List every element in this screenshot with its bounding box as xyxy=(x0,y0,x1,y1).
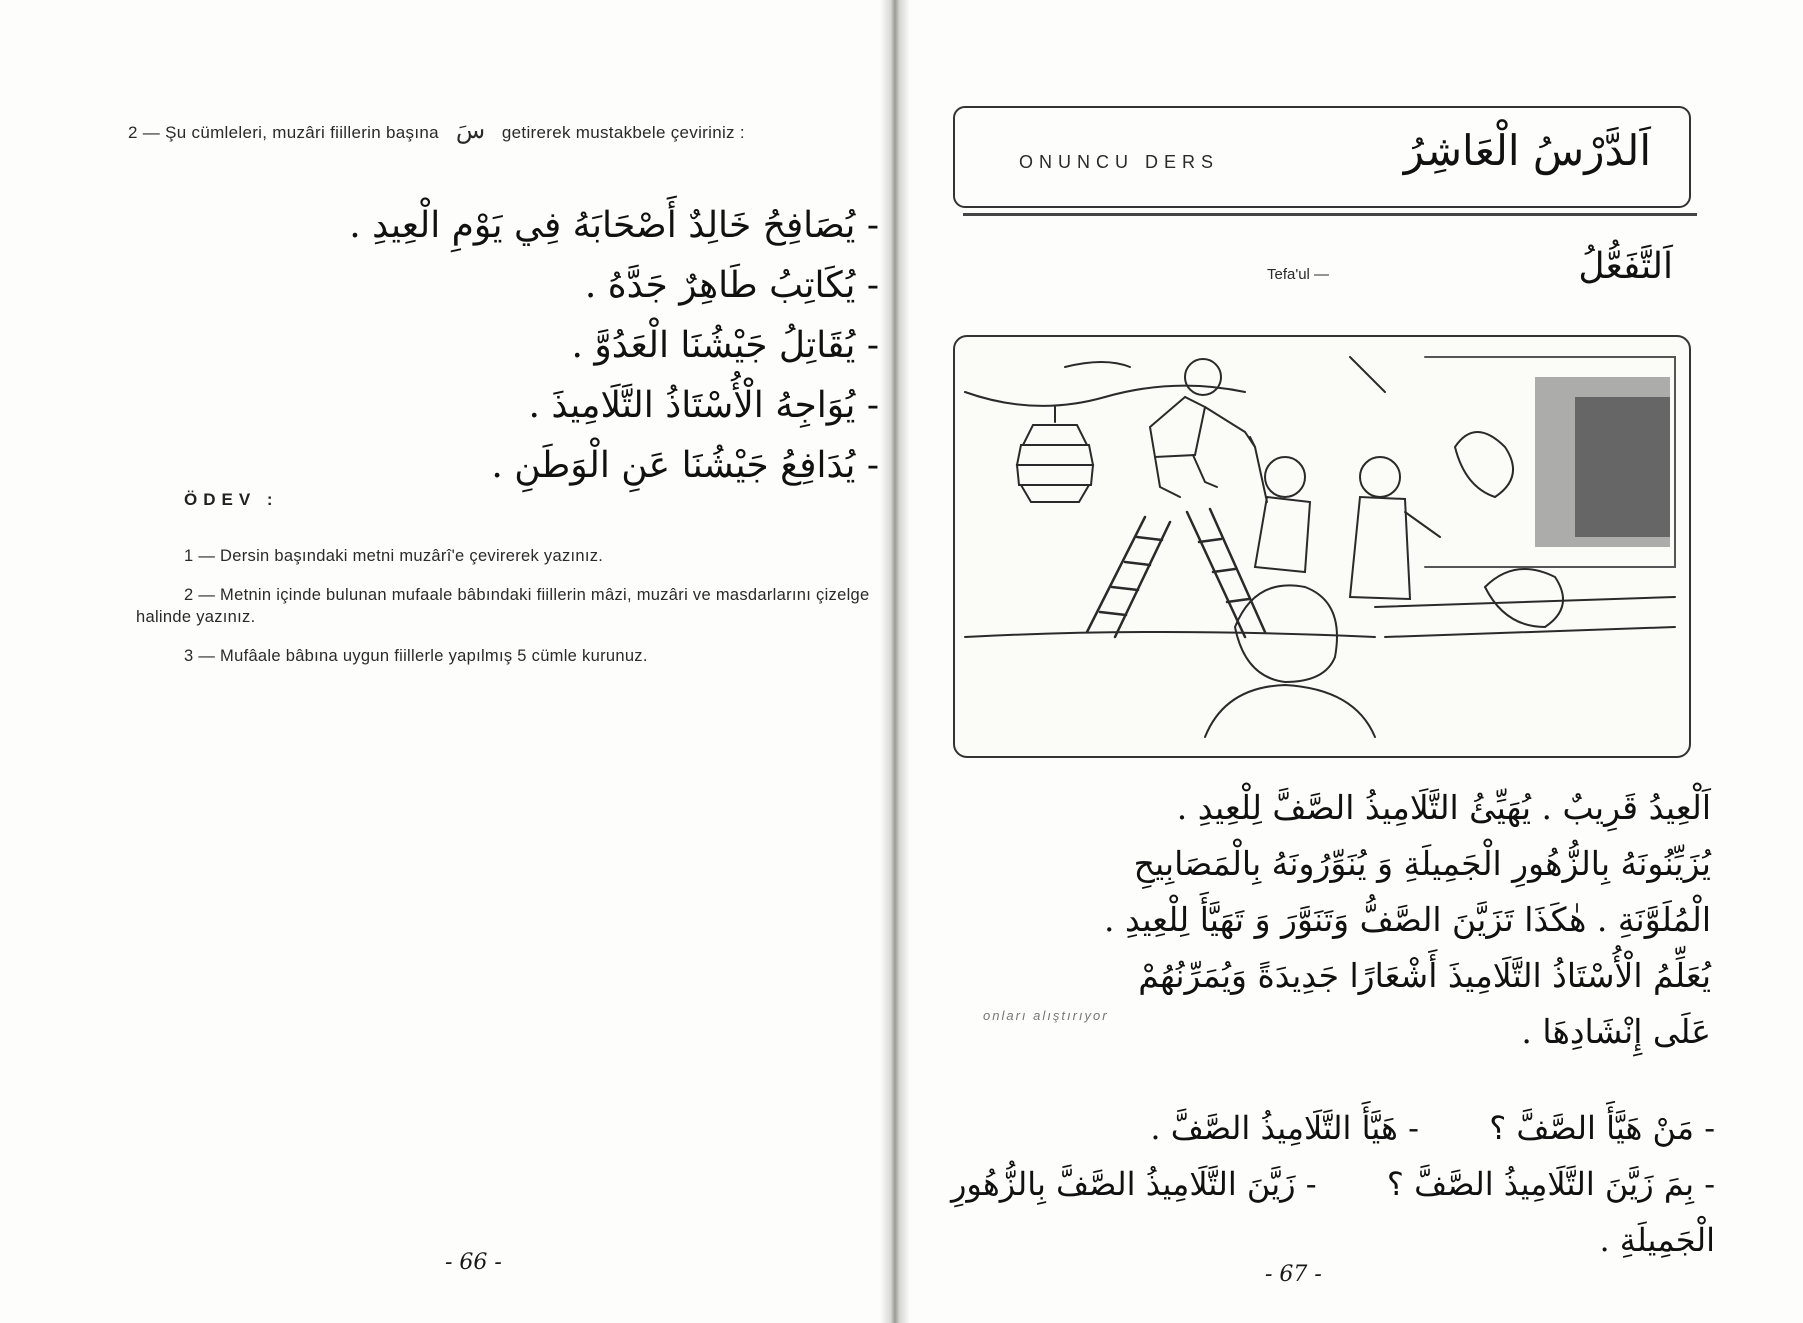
lesson-title-box xyxy=(953,106,1691,208)
reading-line: يُعَلِّمُ الْأُسْتَاذُ التَّلَامِيذَ أَشْعَارًا جَدِيدَةً وَيُمَرِّنُهُمْ xyxy=(1138,956,1711,995)
left-page xyxy=(0,0,885,1323)
exercise-sentence: - يُقَاتِلُ جَيْشُنَا الْعَدُوَّ . xyxy=(571,325,879,366)
exercise-sentences xyxy=(259,196,879,496)
homework-item: 1 — Dersin başındaki metni muzârî'e çevirerek yazınız. xyxy=(184,547,604,565)
topic-arabic: اَلتَّفَعُّلُ xyxy=(1578,246,1673,287)
question: - بِمَ زَيَّنَ التَّلَامِيذُ الصَّفَّ ؟ xyxy=(1386,1165,1715,1203)
lesson-title-arabic: اَلدَّرْسُ الْعَاشِرُ xyxy=(1403,126,1651,175)
reading-line: عَلَى إِنْشَادِهَا . xyxy=(1521,1012,1711,1051)
exercise-sentence: - يُكَاتِبُ طَاهِرٌ جَدَّهُ . xyxy=(584,265,879,306)
boy-handing xyxy=(1250,437,1310,572)
page-number-right: - 67 - xyxy=(1265,1262,1322,1287)
homework-item: 3 — Mufâale bâbına uygun fiillerle yapılmış 5 cümle kurunuz. xyxy=(184,647,648,665)
page-number-left: - 66 - xyxy=(445,1250,502,1275)
answer: - زَيَّنَ التَّلَامِيذُ الصَّفَّ بِالزُّهُورِ الْجَمِيلَةِ . xyxy=(950,1165,1715,1259)
exercise-sentence: - يُصَافِحُ خَالِدٌ أَصْحَابَهُ فِي يَوْمِ الْعِيدِ . xyxy=(349,205,879,246)
classroom-illustration xyxy=(953,335,1691,758)
exercise-instruction xyxy=(128,118,883,145)
boy-on-ladder xyxy=(1150,359,1255,497)
question: - مَنْ هَيَّأَ الصَّفَّ ؟ xyxy=(1489,1109,1715,1147)
paper-lantern xyxy=(1017,407,1093,502)
boy-standing xyxy=(1350,457,1440,599)
question-answer-list xyxy=(935,1100,1715,1268)
topic-latin: Tefa'ul — xyxy=(1267,266,1330,283)
handwritten-note: onları alıştırıyor xyxy=(983,1008,1109,1023)
answer: - هَيَّأَ التَّلَامِيذُ الصَّفَّ . xyxy=(1150,1109,1419,1147)
reading-line: يُزَيِّنُونَهُ بِالزُّهُورِ الْجَمِيلَةِ وَ يُنَوِّرُونَهُ بِالْمَصَابِيحِ xyxy=(1133,844,1711,883)
qa-row xyxy=(935,1100,1715,1156)
instruction-text-before: 2 — Şu cümleleri, muzâri fiillerin başına xyxy=(128,123,439,142)
exercise-sentence: - يُدَافِعُ جَيْشُنَا عَنِ الْوَطَنِ . xyxy=(491,445,879,486)
homework-item: 2 — Metnin içinde bulunan mufaale bâbındaki fiillerin mâzi, muzâri ve masdarlarını çizelge halinde yazınız. xyxy=(136,586,870,626)
homework-list xyxy=(136,545,884,684)
illustration-svg xyxy=(955,337,1689,756)
exercise-sentence: - يُوَاجِهُ الْأُسْتَاذُ التَّلَامِيذَ . xyxy=(528,385,879,426)
homework-title: ÖDEV : xyxy=(184,490,279,509)
lesson-title-latin: ONUNCU DERS xyxy=(1019,152,1220,172)
right-page xyxy=(905,0,1803,1323)
reading-line: الْمُلَوَّنَةِ . هٰكَذَا تَزَيَّنَ الصَّفُّ وَتَنَوَّرَ وَ تَهَيَّأَ لِلْعِيدِ . xyxy=(1104,900,1711,939)
instruction-text-after: getirerek mustakbele çeviriniz : xyxy=(501,123,745,142)
qa-row xyxy=(935,1156,1715,1268)
reading-line: اَلْعِيدُ قَرِيبٌ . يُهَيِّئُ التَّلَامِيذُ الصَّفَّ لِلْعِيدِ . xyxy=(1176,788,1711,827)
sin-particle: سَ xyxy=(455,116,486,144)
